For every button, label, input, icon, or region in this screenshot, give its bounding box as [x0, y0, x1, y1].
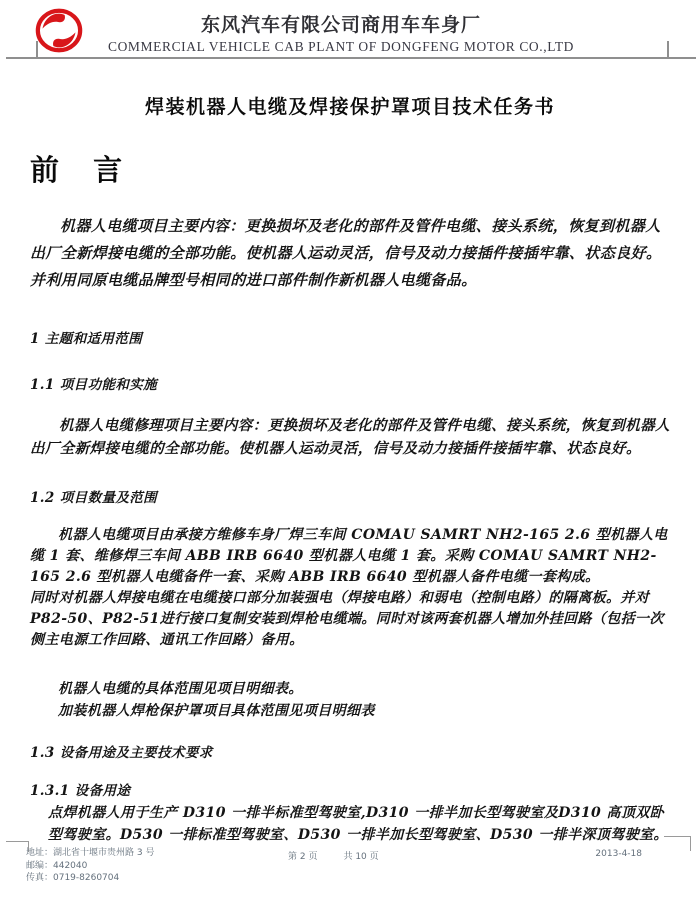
- section-1-2-heading: 1.2 项目数量及范围: [30, 490, 158, 506]
- company-name-cn: 东风汽车有限公司商用车车身厂: [200, 14, 481, 36]
- section-1-3-heading: 1.3 设备用途及主要技术要求: [30, 745, 213, 761]
- page-boundary-mark-bottom-right: [664, 836, 691, 851]
- section-1-2-paragraph-a: 机器人电缆项目由承接方维修车身厂焊三车间 COMAU SAMRT NH2-165 2.6 型机器人电缆 1 套、维修焊三车间 ABB IRB 6640 型机器人电缆 1 套。采购 COMAU SAMRT NH2-165 2.6 型机器人电缆备件一套、采购 ABB IRB 6640 型机器人备件电缆一套构成。: [30, 527, 668, 585]
- footer-page-total: 共 10 页: [343, 852, 379, 862]
- section-1-heading: 1 主题和适用范围: [30, 331, 143, 347]
- footer-page-info: [288, 849, 405, 862]
- section-1-1-heading: 1.1 项目功能和实施: [30, 377, 158, 393]
- intro-paragraph: 机器人电缆项目主要内容：更换损坏及老化的部件及管件电缆、接头系统，恢复到机器人出厂全新焊接电缆的全部功能。使机器人运动灵活，信号及动力接插件接插牢靠、状态良好。并利用同原电缆品牌型号相同的进口部件制作新机器人电缆备品。: [30, 217, 662, 289]
- scope-note-cable: 机器人电缆的具体范围见项目明细表。: [58, 681, 303, 697]
- footer-date: 2013-4-18: [595, 849, 642, 859]
- section-1-2-paragraph-b: 同时对机器人焊接电缆在电缆接口部分加装强电（焊接电路）和弱电（控制电路）的隔离板。并对P82-50、P82-51进行接口复制安装到焊枪电缆端。同时对该两套机器人增加外挂回路（包括一次侧主电源工作回路、通讯工作回路）备用。: [30, 590, 664, 648]
- header-boundary-tick-left: [36, 41, 38, 57]
- footer-contact-block: [26, 847, 154, 885]
- footer-postcode: 邮编：442040: [26, 860, 88, 871]
- section-1-3-1-heading: 1.3.1 设备用途: [30, 783, 131, 799]
- section-1-1-paragraph: 机器人电缆修理项目主要内容：更换损坏及老化的部件及管件电缆、接头系统，恢复到机器人出厂全新焊接电缆的全部功能。使机器人运动灵活，信号及动力接插件接插牢靠、状态良好。: [30, 417, 670, 457]
- foreword-heading: 前 言: [30, 153, 135, 187]
- footer-address: 地址：湖北省十堰市贵州路 3 号: [26, 848, 155, 858]
- footer-fax: 传真：0719-8260704: [26, 873, 120, 883]
- header-boundary-tick-right: [667, 41, 669, 57]
- header-rule: [6, 57, 696, 59]
- section-1-3-1-paragraph: 点焊机器人用于生产 D310 一排半标准型驾驶室,D310 一排半加长型驾驶室及D310 高顶双卧型驾驶室。D530 一排标准型驾驶室、D530 一排半加长型驾驶室、D530 一排半深顶驾驶室。: [48, 805, 668, 843]
- document-title: 焊装机器人电缆及焊接保护罩项目技术任务书: [144, 96, 555, 118]
- company-name-en: COMMERCIAL VEHICLE CAB PLANT OF DONGFENG MOTOR CO.,LTD: [107, 39, 575, 54]
- header: [0, 10, 682, 55]
- footer-page-current: 第 2 页: [288, 852, 318, 862]
- scope-note-gun-cover: 加装机器人焊枪保护罩项目具体范围见项目明细表: [58, 703, 375, 719]
- document-body: [30, 140, 674, 846]
